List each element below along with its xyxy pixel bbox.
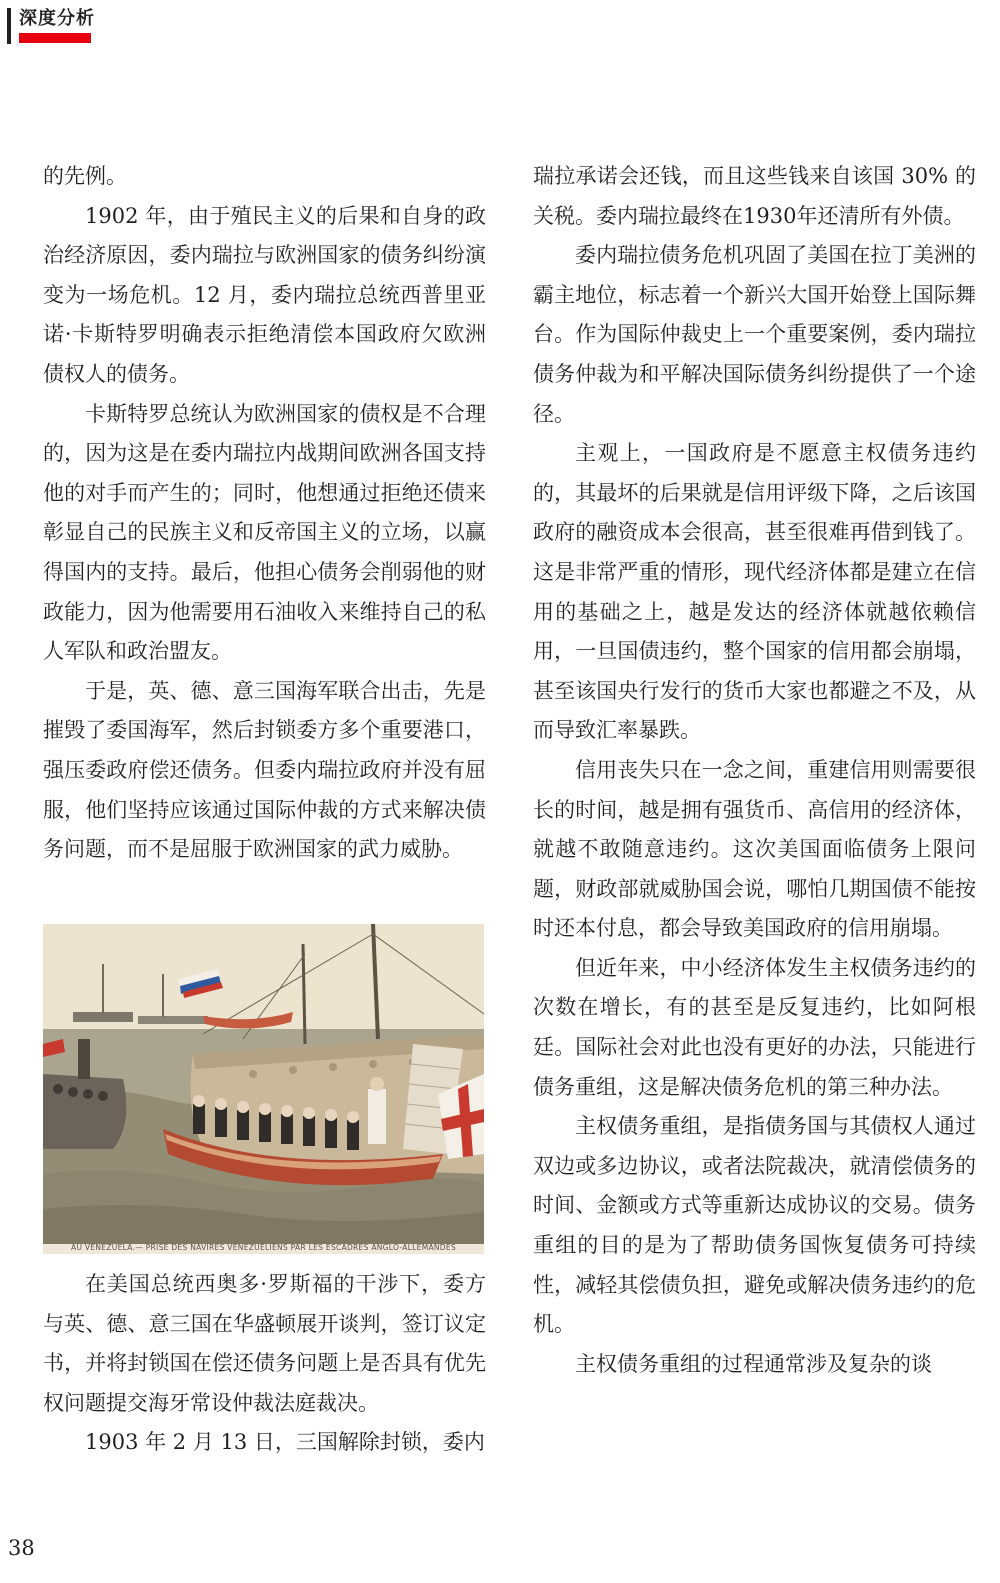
header-accent <box>19 33 91 43</box>
historical-illustration <box>43 924 484 1254</box>
paragraph: 1903 年 2 月 13 日，三国解除封锁，委内 <box>85 1430 485 1455</box>
section-header <box>0 0 200 60</box>
paragraph: 于是，英、德、意三国海军联合出击，先是摧毁了委国海军，然后封锁委方多个重要港口，强压委政府偿还债务。但委内瑞拉政府并没有屈服，他们坚持应该通过国际仲裁的方式来解决债务问题，而不是屈服于欧洲国家的武力威胁。 <box>43 678 486 862</box>
paragraph: 信用丧失只在一念之间，重建信用则需要很长的时间，越是拥有强货币、高信用的经济体，就越不敢随意违约。这次美国面临债务上限问题，财政部就威胁国会说，哪怕几期国债不能按时还本付息，都会导致美国政府的信用崩塌。 <box>533 757 976 941</box>
paragraph: 卡斯特罗总统认为欧洲国家的债权是不合理的，因为这是在委内瑞拉内战期间欧洲各国支持他的对手而产生的；同时，他想通过拒绝还债来彰显自己的民族主义和反帝国主义的立场，以赢得国内的支持。最后，他担心债务会削弱他的财政能力，因为他需要用石油收入来维持自己的私人军队和政治盟友。 <box>43 401 486 664</box>
header-bar <box>7 8 11 44</box>
paragraph: 1902 年，由于殖民主义的后果和自身的政治经济原因，委内瑞拉与欧洲国家的债务纠纷演变为一场危机。12 月，委内瑞拉总统西普里亚诺·卡斯特罗明确表示拒绝清偿本国政府欠欧洲债权人的债务。 <box>43 203 486 386</box>
left-column-bottom <box>43 1265 486 1463</box>
left-column-top <box>43 157 486 870</box>
illustration-drawing <box>43 924 484 1254</box>
paragraph: 的先例。 <box>43 164 127 188</box>
page-number: 38 <box>8 1536 35 1560</box>
paragraph: 主观上，一国政府是不愿意主权债务违约的，其最坏的后果就是信用评级下降，之后该国政府的融资成本会很高，甚至很难再借到钱了。这是非常严重的情形，现代经济体都是建立在信用的基础之上，越是发达的经济体就越依赖信用，一旦国债违约，整个国家的信用都会崩塌，甚至该国央行发行的货币大家也都避之不及，从而导致汇率暴跌。 <box>533 441 976 743</box>
section-title: 深度分析 <box>19 8 95 29</box>
paragraph: 主权债务重组的过程通常涉及复杂的谈 <box>575 1351 932 1376</box>
paragraph: 主权债务重组，是指债务国与其债权人通过双边或多边协议，或者法院裁决，就清偿债务的时间、金额或方式等重新达成协议的交易。债务重组的目的是为了帮助债务国恢复债务可持续性，减轻其偿债负担，避免或解决债务违约的危机。 <box>533 1114 976 1337</box>
paragraph: 但近年来，中小经济体发生主权债务违约的次数在增长，有的甚至是反复违约，比如阿根廷。国际社会对此也没有更好的办法，只能进行债务重组，这是解决债务危机的第三种办法。 <box>533 955 976 1099</box>
paragraph: 委内瑞拉债务危机巩固了美国在拉丁美洲的霸主地位，标志着一个新兴大国开始登上国际舞台。作为国际仲裁史上一个重要案例，委内瑞拉债务仲裁为和平解决国际债务纠纷提供了一个途径。 <box>533 243 976 426</box>
right-column <box>533 157 976 1384</box>
figure-caption: AU VENEZUELA.— PRISE DES NAVIRES VÉNÉZUÉLIENS PAR LES ESCADRES ANGLO-ALLEMANDES <box>71 1243 456 1252</box>
paragraph: 瑞拉承诺会还钱，而且这些钱来自该国 30% 的关税。委内瑞拉最终在1930年还清所有外债。 <box>533 164 976 228</box>
paragraph: 在美国总统西奥多·罗斯福的干涉下，委方与英、德、意三国在华盛顿展开谈判，签订议定书，并将封锁国在偿还债务问题上是否具有优先权问题提交海牙常设仲裁法庭裁决。 <box>43 1272 486 1415</box>
